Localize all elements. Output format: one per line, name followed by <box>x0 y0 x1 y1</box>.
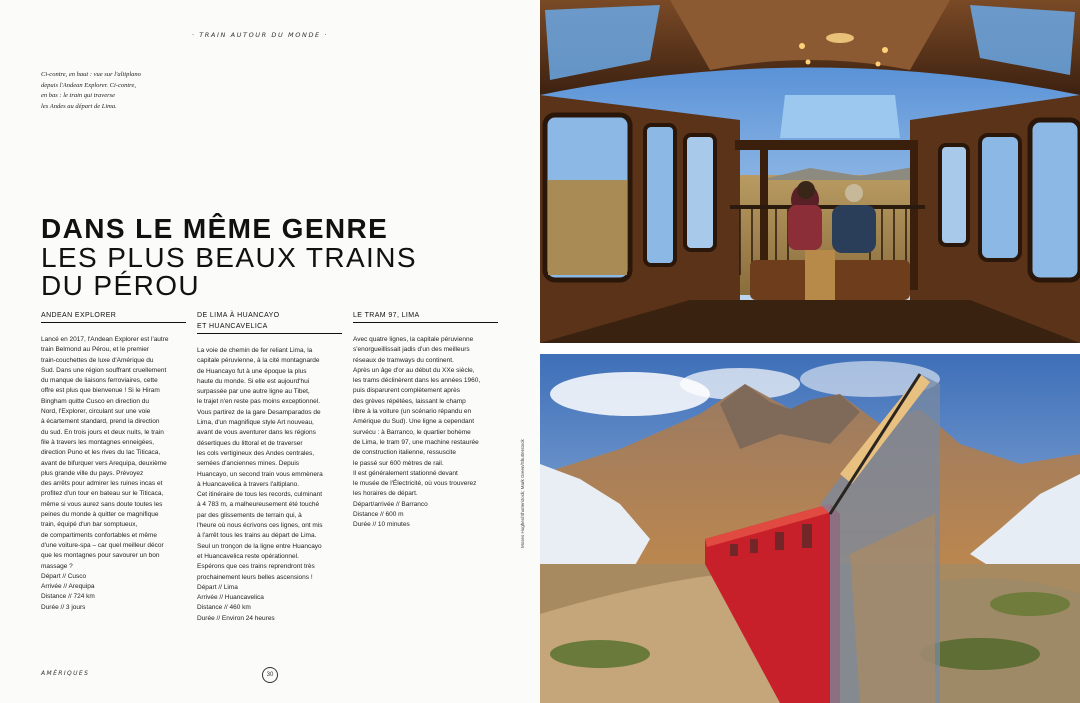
train-interior-photo <box>540 0 1080 343</box>
andes-train-photo <box>540 354 1080 703</box>
fact-line: Durée // 10 minutes <box>353 521 410 529</box>
column-body <box>353 335 498 531</box>
body-line: le passé sur 600 mètres de rail. <box>353 459 444 467</box>
body-line: d'une voiture-spa – car quel meilleur décor <box>41 541 164 549</box>
body-line: train Belmond au Pérou, et le premier <box>41 346 150 354</box>
body-line: désertiques du littoral et de traverser <box>197 439 303 447</box>
column-title <box>353 310 498 323</box>
article-column-lima-huancayo <box>197 310 342 624</box>
body-line: haute du monde. Si elle est aujourd'hui <box>197 377 310 385</box>
body-line: direction Puno et les rives du lac Titicaca, <box>41 449 161 457</box>
column-title-line: ANDEAN EXPLORER <box>41 312 117 319</box>
body-line: massage ? <box>41 562 73 570</box>
running-head: · TRAIN AUTOUR DU MONDE · <box>191 31 329 39</box>
column-title-line: ET HUANCAVELICA <box>197 323 268 330</box>
body-line: survécu : à Barranco, le quartier bohème <box>353 428 471 436</box>
body-line: surpassée par une autre ligne au Tibet, <box>197 388 310 396</box>
caption-line: en bas : le train qui traverse <box>41 92 116 99</box>
fact-line: Distance // 460 km <box>197 604 251 612</box>
body-line: à Huancavelica à travers l'altiplano. <box>197 480 300 488</box>
headline-line-3: DU PÉROU <box>41 270 200 301</box>
fact-line: Départ/arrivée // Barranco <box>353 500 428 508</box>
body-line: les trams déclinèrent dans les années 1960, <box>353 377 481 385</box>
body-line: La voie de chemin de fer reliant Lima, la <box>197 347 313 354</box>
fact-line: Départ // Cusco <box>41 572 87 580</box>
fact-line: Distance // 600 m <box>353 511 404 519</box>
body-line: réseaux de tramways du continent. <box>353 356 454 364</box>
body-line: du manque de liaisons ferroviaires, cette <box>41 377 158 385</box>
body-line: des arrêts pour admirer les ruines incas et <box>41 480 163 488</box>
train-interior-illustration <box>540 0 1080 343</box>
body-line: libre à la voiture (un scénario répandu en <box>353 408 472 416</box>
body-line: Après un âge d'or au début du XXe siècle, <box>353 366 475 374</box>
body-line: Bingham quitte Cusco en direction du <box>41 397 150 405</box>
photo-caption <box>41 70 171 112</box>
body-line: de Huancayo fut à une époque la plus <box>197 367 307 375</box>
body-line: Vous partirez de la gare Desamparados de <box>197 408 321 416</box>
fact-line: Arrivée // Huancavelica <box>197 594 264 602</box>
body-line: par des glissements de terrain qui, à <box>197 511 302 519</box>
section-name: AMÉRIQUES <box>41 670 90 677</box>
caption-line: les Andes au départ de Lima. <box>41 102 117 110</box>
body-line: que les montagnes pour savourer un bon <box>41 552 160 560</box>
body-line: de construction italienne, ressuscite <box>353 449 456 457</box>
body-line: même si vous aurez sans doute toutes les <box>41 500 163 508</box>
body-line: avant de bifurquer vers Arequipa, deuxième <box>41 459 167 467</box>
article-column-andean-explorer <box>41 310 186 613</box>
body-line: et Huancavelica reste opérationnel. <box>197 552 299 560</box>
body-line: l'heure où nous écrivons ces lignes, ont mis <box>197 522 323 530</box>
article-column-tram-97 <box>353 310 498 531</box>
body-line: les cols vertigineux des Andes centrales, <box>197 449 315 457</box>
body-line: Cet itinéraire de tous les records, culminant <box>197 491 323 499</box>
body-line: plus grande ville du pays. Prévoyez <box>41 469 144 477</box>
body-line: de Lima, le tram 97, une machine restaurée <box>353 438 479 446</box>
body-line: profitez d'un tour en bateau sur le Titicaca, <box>41 490 164 498</box>
body-line: s'enorgueillissait jadis d'un des meilleurs <box>353 346 470 354</box>
body-line: à 4 783 m, a malheureusement été touché <box>197 501 320 509</box>
caption-line: depuis l'Andean Explorer. Ci-contre, <box>41 81 136 89</box>
body-line: Lancé en 2017, l'Andean Explorer est l'autre <box>41 336 169 343</box>
body-line: Espérons que ces trains reprendront très <box>197 563 315 571</box>
column-body <box>197 346 342 624</box>
body-line: train, équipé d'un bar somptueux, <box>41 521 138 529</box>
column-title-line: LE TRAM 97, LIMA <box>353 312 420 319</box>
body-line: Huancayo, un second train vous emmènera <box>197 470 323 478</box>
headline-line-1: DANS LE MÊME GENRE <box>41 213 389 244</box>
body-line: de compartiments confortables et même <box>41 531 157 539</box>
body-line: Nord, l'Explorer, circulant sur une voie <box>41 408 151 416</box>
fact-line: Départ // Lima <box>197 583 238 591</box>
body-line: à écartement standard, prend la direction <box>41 418 160 426</box>
body-line: puis disparurent complètement après <box>353 387 460 395</box>
body-line: Il est généralement stationné devant <box>353 469 458 477</box>
body-line: des grèves répétées, laissant le champ <box>353 397 466 405</box>
body-line: Lima, d'un magnifique style Art nouveau, <box>197 419 314 427</box>
body-line: capitale péruvienne, à la cité montagnarde <box>197 357 320 365</box>
body-line: file à travers les montagnes enneigées, <box>41 438 155 446</box>
photo-credit: Moses Hughes/Shutterstock; Mark Green/Shutterstock <box>520 439 525 548</box>
body-line: Amérique du Sud). Une ligne a cependant <box>353 418 475 426</box>
column-title-line: DE LIMA À HUANCAYO <box>197 312 280 319</box>
body-line: les horaires de départ. <box>353 490 418 498</box>
body-line: Sud. Dans une région souffrant cruellement <box>41 366 167 374</box>
body-line: offre est plus que bienvenue ! Si le Hiram <box>41 387 160 395</box>
headline-line-2: LES PLUS BEAUX TRAINS <box>41 242 417 273</box>
body-line: Avec quatre lignes, la capitale péruvienne <box>353 336 474 343</box>
body-line: train-couchettes de luxe d'Amérique du <box>41 356 154 364</box>
body-line: le musée de l'Électricité, où vous trouverez <box>353 480 477 488</box>
column-title <box>41 310 186 323</box>
body-line: à l'arrêt tous les trains au départ de Lima. <box>197 532 317 540</box>
caption-line: Ci-contre, en haut : vue sur l'altiplano <box>41 71 141 78</box>
fact-line: Arrivée // Arequipa <box>41 583 95 591</box>
body-line: peines du monde à quitter ce magnifique <box>41 511 159 519</box>
fact-line: Durée // Environ 24 heures <box>197 614 275 622</box>
body-line: du sud. En trois jours et deux nuits, le train <box>41 428 164 436</box>
headline <box>41 214 441 300</box>
body-line: prochainement leurs belles ascensions ! <box>197 573 313 581</box>
fact-line: Distance // 724 km <box>41 593 95 601</box>
andes-train-illustration <box>540 354 1080 703</box>
page-number: 30 <box>262 667 278 683</box>
column-title <box>197 310 342 334</box>
fact-line: Durée // 3 jours <box>41 603 86 611</box>
column-body <box>41 335 186 613</box>
body-line: Seul un tronçon de la ligne entre Huancayo <box>197 542 322 550</box>
body-line: semées d'anciennes mines. Depuis <box>197 460 300 468</box>
body-line: le trajet n'en reste pas moins exceptionnel. <box>197 398 321 406</box>
body-line: avant de vous aventurer dans les régions <box>197 429 316 437</box>
